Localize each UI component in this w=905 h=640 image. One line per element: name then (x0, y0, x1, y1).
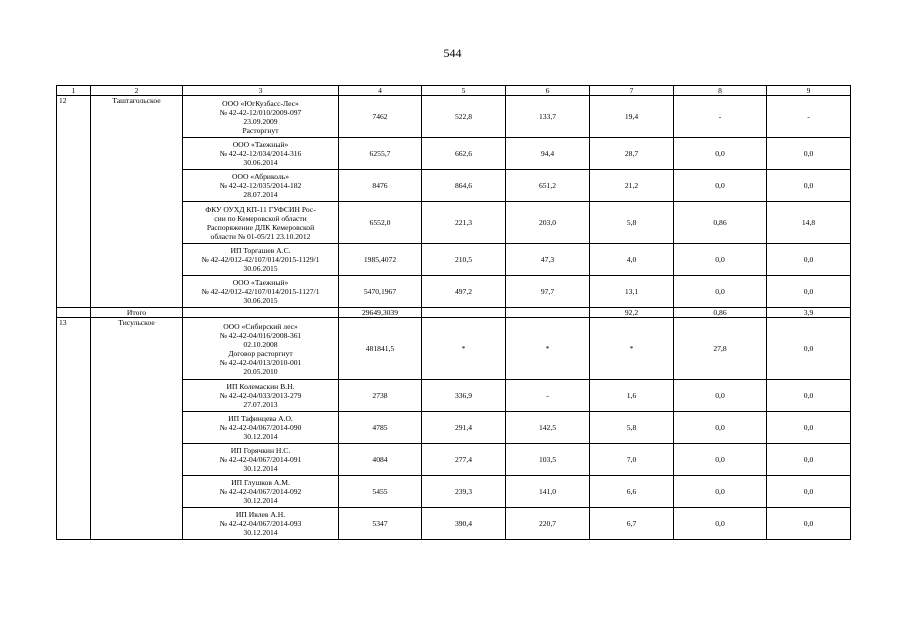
value-cell-4: 7462 (339, 96, 422, 138)
value-cell-8: 0,0 (674, 380, 767, 412)
value-cell-6: - (506, 380, 590, 412)
value-cell-4: 8476 (339, 170, 422, 202)
value-cell-8: 0,86 (674, 202, 767, 244)
tenant-cell (183, 244, 339, 276)
value-cell-5: 277,4 (422, 444, 506, 476)
value-cell-4: 1985,4072 (339, 244, 422, 276)
value-cell-8: 0,0 (674, 444, 767, 476)
value-cell-9: 0,0 (767, 380, 851, 412)
value-cell-7: 21,2 (590, 170, 674, 202)
value-cell-4: 4084 (339, 444, 422, 476)
table-row (57, 96, 851, 138)
tenant-line: 30.06.2014 (243, 158, 278, 167)
value-cell-9: 0,0 (767, 276, 851, 308)
tenant-line: ИП Торгашев А.С. (230, 246, 291, 255)
total-value-5 (422, 308, 506, 318)
value-cell-7: 4,0 (590, 244, 674, 276)
forest-lease-table (56, 85, 851, 540)
column-number: 7 (590, 86, 674, 96)
value-cell-6: 47,3 (506, 244, 590, 276)
total-blank (57, 308, 91, 318)
tenant-line: № 42-42-04/016/2008-361 (219, 330, 302, 340)
value-cell-5: * (422, 318, 506, 380)
value-cell-9: 14,8 (767, 202, 851, 244)
tenant-line: № 42-42/012-42/107/014/2015-1129/1 (201, 255, 320, 264)
tenant-line: ООО «ЮгКузбасс-Лес» (222, 98, 299, 108)
column-number: 8 (674, 86, 767, 96)
value-cell-6: 220,7 (506, 508, 590, 540)
tenant-line: ООО «Сибирский лес» (223, 321, 298, 331)
tenant-line: сии по Кемеровской области (214, 213, 307, 223)
tenant-line: № 42-42-12/034/2014-316 (219, 149, 302, 158)
column-number: 9 (767, 86, 851, 96)
column-number: 5 (422, 86, 506, 96)
tenant-line: ИП Глушков А.М. (231, 478, 290, 487)
tenant-line: 23.09.2009 (243, 116, 278, 126)
value-cell-7: 19,4 (590, 96, 674, 138)
column-number: 2 (91, 86, 183, 96)
district-name: Тисульское (91, 318, 183, 540)
tenant-line: 20.05.2010 (243, 366, 278, 376)
tenant-line: 27.07.2013 (243, 400, 278, 409)
value-cell-8: 0,0 (674, 138, 767, 170)
value-cell-8: 0,0 (674, 412, 767, 444)
value-cell-6: 141,0 (506, 476, 590, 508)
tenant-line: № 42-42-12/035/2014-182 (219, 181, 302, 190)
value-cell-4: 481841,5 (339, 318, 422, 380)
tenant-line: № 42-42-04/013/2010-001 (219, 357, 302, 367)
total-value-8: 0,86 (674, 308, 767, 318)
tenant-cell (183, 508, 339, 540)
value-cell-5: 662,6 (422, 138, 506, 170)
table-body (57, 86, 851, 540)
tenant-line: № 42-42/012-42/107/014/2015-1127/1 (201, 287, 320, 296)
tenant-line: № 42-42-04/067/2014-093 (219, 519, 302, 528)
tenant-cell (183, 202, 339, 244)
tenant-line: Договор расторгнут (228, 348, 293, 358)
value-cell-5: 336,9 (422, 380, 506, 412)
total-label: Итого (91, 308, 183, 318)
value-cell-7: 7,0 (590, 444, 674, 476)
tenant-line: 30.12.2014 (243, 464, 278, 473)
column-number: 1 (57, 86, 91, 96)
value-cell-9: - (767, 96, 851, 138)
value-cell-5: 522,8 (422, 96, 506, 138)
value-cell-8: 0,0 (674, 170, 767, 202)
tenant-line: ИП Горячкин Н.С. (230, 446, 291, 455)
tenant-line: ИП Колемаскин В.Н. (226, 382, 295, 391)
value-cell-4: 4785 (339, 412, 422, 444)
value-cell-9: 0,0 (767, 508, 851, 540)
value-cell-8: 0,0 (674, 276, 767, 308)
tenant-line: области № 01-05/21 23.10.2012 (210, 231, 311, 241)
tenant-line: 28.07.2014 (243, 190, 278, 199)
column-number-row (57, 86, 851, 96)
value-cell-7: 5,8 (590, 202, 674, 244)
value-cell-9: 0,0 (767, 138, 851, 170)
tenant-line: № 42-42-12/010/2009-097 (219, 107, 302, 117)
value-cell-9: 0,0 (767, 170, 851, 202)
tenant-line: № 42-42-04/067/2014-092 (219, 487, 302, 496)
tenant-cell (183, 96, 339, 138)
value-cell-5: 239,3 (422, 476, 506, 508)
tenant-cell (183, 170, 339, 202)
tenant-line: 30.12.2014 (243, 432, 278, 441)
total-value-9: 3,9 (767, 308, 851, 318)
tenant-cell (183, 380, 339, 412)
value-cell-7: 1,6 (590, 380, 674, 412)
tenant-line: № 42-42-04/067/2014-091 (219, 455, 302, 464)
value-cell-8: 0,0 (674, 244, 767, 276)
total-value-6 (506, 308, 590, 318)
value-cell-5: 210,5 (422, 244, 506, 276)
value-cell-4: 5347 (339, 508, 422, 540)
value-cell-4: 5455 (339, 476, 422, 508)
value-cell-7: 5,8 (590, 412, 674, 444)
value-cell-6: 142,5 (506, 412, 590, 444)
tenant-line: ООО «Таежный» (232, 140, 289, 149)
value-cell-6: 103,5 (506, 444, 590, 476)
tenant-cell (183, 276, 339, 308)
value-cell-9: 0,0 (767, 244, 851, 276)
value-cell-7: * (590, 318, 674, 380)
total-value-4: 29649,3039 (339, 308, 422, 318)
value-cell-5: 291,4 (422, 412, 506, 444)
value-cell-5: 864,6 (422, 170, 506, 202)
value-cell-8: 0,0 (674, 508, 767, 540)
tenant-line: 02.10.2008 (243, 339, 278, 349)
value-cell-7: 28,7 (590, 138, 674, 170)
value-cell-8: 27,8 (674, 318, 767, 380)
value-cell-9: 0,0 (767, 412, 851, 444)
value-cell-6: 133,7 (506, 96, 590, 138)
value-cell-6: 94,4 (506, 138, 590, 170)
tenant-cell (183, 412, 339, 444)
value-cell-5: 390,4 (422, 508, 506, 540)
total-blank (183, 308, 339, 318)
value-cell-5: 497,2 (422, 276, 506, 308)
district-number: 12 (57, 96, 91, 308)
column-number: 6 (506, 86, 590, 96)
value-cell-6: 97,7 (506, 276, 590, 308)
tenant-line: № 42-42-04/067/2014-090 (219, 423, 302, 432)
column-number: 3 (183, 86, 339, 96)
tenant-cell (183, 444, 339, 476)
tenant-line: 30.06.2015 (243, 296, 278, 305)
value-cell-6: 203,0 (506, 202, 590, 244)
tenant-line: Распоряжение ДЛК Кемеровской (206, 222, 315, 232)
value-cell-4: 5470,1967 (339, 276, 422, 308)
tenant-cell (183, 138, 339, 170)
value-cell-7: 13,1 (590, 276, 674, 308)
tenant-cell (183, 476, 339, 508)
value-cell-7: 6,6 (590, 476, 674, 508)
total-row (57, 308, 851, 318)
page-number: 544 (443, 46, 462, 60)
total-value-7: 92,2 (590, 308, 674, 318)
tenant-line: 30.12.2014 (243, 496, 278, 505)
value-cell-9: 0,0 (767, 476, 851, 508)
tenant-line: ООО «Таежный» (232, 278, 289, 287)
value-cell-6: * (506, 318, 590, 380)
district-name: Таштагольское (91, 96, 183, 308)
district-number: 13 (57, 318, 91, 540)
tenant-line: ФКУ ОУХД КП-11 ГУФСИН Рос- (205, 204, 316, 214)
tenant-line: 30.12.2014 (243, 528, 278, 537)
value-cell-9: 0,0 (767, 318, 851, 380)
tenant-line: № 42-42-04/033/2013-279 (219, 391, 302, 400)
tenant-line: ИП Тафинцева А.О. (228, 414, 293, 423)
value-cell-9: 0,0 (767, 444, 851, 476)
tenant-line: ООО «Абриколь» (231, 172, 290, 181)
table-row (57, 318, 851, 380)
value-cell-4: 2738 (339, 380, 422, 412)
value-cell-7: 6,7 (590, 508, 674, 540)
value-cell-4: 6552,0 (339, 202, 422, 244)
value-cell-8: 0,0 (674, 476, 767, 508)
value-cell-6: 651,2 (506, 170, 590, 202)
tenant-cell (183, 318, 339, 380)
tenant-line: Расторгнут (242, 125, 279, 135)
value-cell-5: 221,3 (422, 202, 506, 244)
value-cell-8: - (674, 96, 767, 138)
value-cell-4: 6255,7 (339, 138, 422, 170)
tenant-line: ИП Ивлев А.Н. (235, 510, 286, 519)
tenant-line: 30.06.2015 (243, 264, 278, 273)
column-number: 4 (339, 86, 422, 96)
